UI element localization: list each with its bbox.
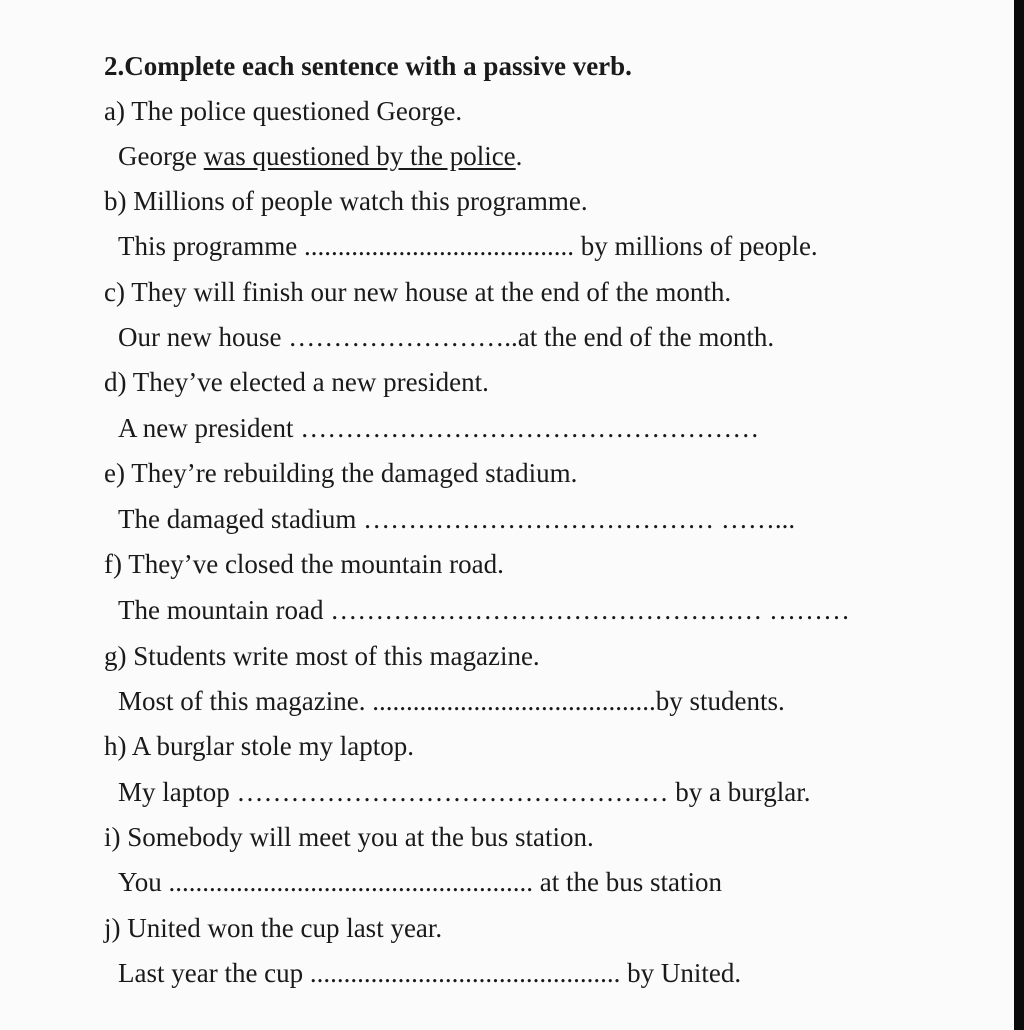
answer-a-underlined: was questioned by the police	[203, 141, 516, 171]
answer-a	[118, 140, 522, 172]
prompt-e: e) They’re rebuilding the damaged stadium.	[104, 458, 578, 488]
answer-h: My laptop ………………………………………… by a burglar.	[118, 777, 811, 807]
prompt-h: h) A burglar stole my laptop.	[104, 731, 414, 761]
prompt-j: j) United won the cup last year.	[104, 913, 443, 943]
prompt-i: i) Somebody will meet you at the bus station.	[104, 822, 594, 852]
answer-g: Most of this magazine. ..........................................by students.	[118, 686, 785, 716]
prompt-g: g) Students write most of this magazine.	[104, 641, 540, 671]
answer-j: Last year the cup .............................................. by United.	[118, 958, 742, 988]
answer-b: This programme ........................................ by millions of people.	[118, 231, 818, 261]
prompt-c: c) They will finish our new house at the end of the month.	[104, 277, 732, 307]
answer-i: You ...................................................... at the bus station	[118, 867, 723, 897]
prompt-f: f) They’ve closed the mountain road.	[104, 549, 504, 579]
right-edge-strip	[1014, 0, 1024, 1030]
answer-c: Our new house ……………………..at the end of the month.	[118, 322, 775, 352]
answer-a-end: .	[515, 141, 523, 171]
exercise-title: 2.Complete each sentence with a passive verb.	[104, 51, 632, 81]
answer-a-start: George	[118, 141, 204, 171]
answer-e: The damaged stadium ………………………………… ……...	[118, 504, 796, 534]
answer-f: The mountain road ………………………………………… ………	[118, 595, 850, 625]
prompt-b: b) Millions of people watch this programme.	[104, 186, 588, 216]
prompt-d: d) They’ve elected a new president.	[104, 367, 489, 397]
prompt-a: a) The police questioned George.	[104, 96, 463, 126]
answer-d: A new president ……………………………………………	[118, 413, 760, 443]
